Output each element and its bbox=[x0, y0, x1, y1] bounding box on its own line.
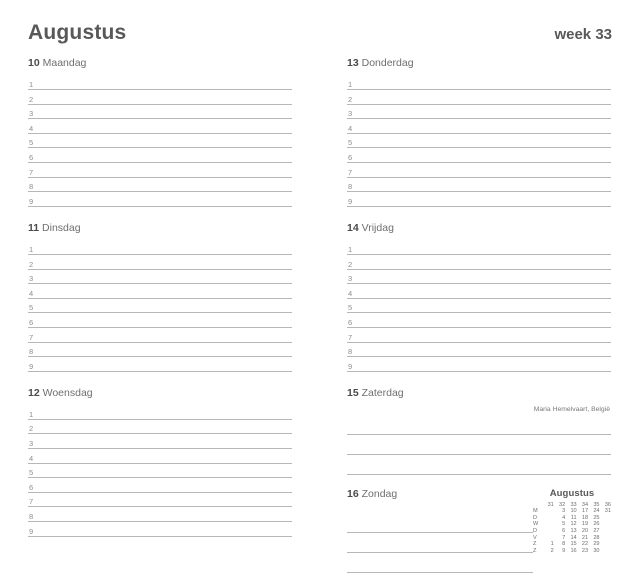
day-of-week-letter: Z bbox=[533, 541, 537, 548]
week-number: 33 bbox=[570, 501, 577, 508]
entry-line[interactable] bbox=[347, 533, 533, 553]
entry-line-number: 4 bbox=[348, 123, 353, 133]
entry-line[interactable] bbox=[28, 357, 292, 372]
entry-line-number: 2 bbox=[348, 259, 353, 269]
entry-line-number: 8 bbox=[29, 347, 34, 357]
mini-calendar-day[interactable]: 3 bbox=[562, 508, 566, 515]
mini-calendar-day[interactable]: 24 bbox=[593, 508, 600, 515]
entry-line[interactable] bbox=[28, 449, 292, 464]
mini-calendar-day[interactable] bbox=[600, 515, 611, 522]
entry-line-number: 5 bbox=[29, 303, 34, 313]
mini-calendar-row bbox=[533, 515, 611, 522]
day-block-saturday bbox=[347, 388, 611, 476]
entry-line-number: 6 bbox=[29, 153, 34, 163]
entry-line[interactable] bbox=[28, 284, 292, 299]
entry-line[interactable] bbox=[28, 522, 292, 537]
entry-lines-sunday bbox=[347, 513, 533, 573]
entry-line[interactable] bbox=[347, 178, 611, 193]
mini-calendar-title: Augustus bbox=[549, 488, 595, 500]
mini-calendar-day[interactable]: 8 bbox=[562, 541, 566, 548]
entry-line-number: 7 bbox=[348, 167, 353, 177]
entry-lines-wednesday bbox=[28, 405, 292, 536]
mini-calendar-day[interactable]: 17 bbox=[581, 508, 589, 515]
entry-line-number: 6 bbox=[29, 317, 34, 327]
mini-calendar-day[interactable]: 31 bbox=[604, 508, 611, 515]
entry-line-number: 4 bbox=[29, 288, 34, 298]
mini-calendar-day[interactable]: 25 bbox=[593, 514, 600, 521]
entry-line[interactable] bbox=[28, 507, 292, 522]
mini-calendar-day[interactable]: 9 bbox=[562, 547, 566, 554]
entry-line[interactable] bbox=[347, 435, 611, 455]
mini-calendar-day[interactable] bbox=[542, 521, 553, 528]
day-of-week-letter: V bbox=[533, 534, 537, 541]
entry-line-number: 9 bbox=[29, 196, 34, 206]
day-heading-tuesday bbox=[28, 223, 292, 241]
entry-line-number: 1 bbox=[348, 244, 353, 254]
right-column bbox=[347, 58, 611, 573]
entry-line-number: 2 bbox=[348, 94, 353, 104]
entry-line-number: 9 bbox=[348, 361, 353, 371]
mini-calendar bbox=[533, 489, 611, 554]
entry-line[interactable] bbox=[28, 299, 292, 314]
mini-calendar-day[interactable]: 12 bbox=[570, 521, 577, 528]
mini-calendar-day[interactable]: 11 bbox=[570, 514, 577, 521]
entry-lines-tuesday bbox=[28, 240, 292, 371]
entry-line-number: 8 bbox=[348, 182, 353, 192]
mini-calendar-day[interactable] bbox=[600, 541, 611, 548]
mini-calendar-day[interactable]: 27 bbox=[593, 528, 600, 535]
mini-calendar-day[interactable]: 23 bbox=[581, 547, 589, 554]
mini-calendar-day[interactable]: 7 bbox=[562, 534, 566, 541]
mini-calendar-day[interactable]: 15 bbox=[570, 541, 577, 548]
mini-calendar-day[interactable]: 22 bbox=[581, 541, 589, 548]
mini-calendar-day[interactable] bbox=[542, 515, 553, 522]
day-of-week-letter: W bbox=[533, 521, 539, 528]
day-number: 11 bbox=[28, 221, 40, 234]
entry-line[interactable] bbox=[347, 163, 611, 178]
day-number: 16 bbox=[347, 488, 359, 501]
entry-line-number: 6 bbox=[348, 153, 353, 163]
entry-line[interactable] bbox=[347, 148, 611, 163]
entry-lines-saturday bbox=[347, 415, 611, 475]
entry-line[interactable] bbox=[28, 405, 292, 420]
entry-line-number: 3 bbox=[348, 109, 353, 119]
entry-line[interactable] bbox=[347, 313, 611, 328]
entry-line[interactable] bbox=[347, 513, 533, 533]
day-name: Woensdag bbox=[42, 386, 93, 399]
entry-line[interactable] bbox=[28, 192, 292, 207]
mini-calendar-day[interactable]: 10 bbox=[570, 508, 577, 515]
entry-lines-friday bbox=[347, 240, 611, 371]
entry-line[interactable] bbox=[28, 105, 292, 120]
entry-line-number: 6 bbox=[29, 482, 34, 492]
mini-calendar-day[interactable]: 30 bbox=[593, 547, 600, 554]
mini-calendar-day[interactable] bbox=[600, 521, 611, 528]
mini-calendar-day[interactable]: 28 bbox=[593, 534, 600, 541]
entry-line-number: 9 bbox=[29, 361, 34, 371]
entry-line[interactable] bbox=[28, 240, 292, 255]
day-block-friday bbox=[347, 223, 611, 372]
mini-calendar-row bbox=[533, 541, 611, 548]
mini-calendar-day[interactable]: 20 bbox=[581, 528, 589, 535]
mini-calendar-day[interactable]: 19 bbox=[581, 521, 589, 528]
entry-line-number: 9 bbox=[348, 196, 353, 206]
entry-line[interactable] bbox=[28, 255, 292, 270]
entry-line[interactable] bbox=[347, 455, 611, 475]
entry-line-number: 5 bbox=[29, 138, 34, 148]
entry-line[interactable] bbox=[28, 420, 292, 435]
day-block-monday bbox=[28, 58, 292, 207]
day-of-week-letter: D bbox=[533, 514, 538, 521]
entry-line-number: 3 bbox=[29, 274, 34, 284]
week-number: 36 bbox=[604, 501, 611, 508]
entry-line-number: 1 bbox=[29, 80, 34, 90]
entry-line-number: 3 bbox=[348, 274, 353, 284]
entry-line[interactable] bbox=[28, 313, 292, 328]
mini-calendar-day[interactable]: 4 bbox=[562, 514, 566, 521]
entry-line-number: 7 bbox=[29, 497, 34, 507]
day-name: Dinsdag bbox=[42, 221, 81, 234]
entry-line[interactable] bbox=[347, 76, 611, 91]
entry-line-number: 8 bbox=[29, 182, 34, 192]
day-columns bbox=[0, 57, 640, 554]
week-number-label: week 33 bbox=[554, 26, 612, 43]
entry-line[interactable] bbox=[28, 134, 292, 149]
mini-calendar-day[interactable]: 21 bbox=[581, 534, 589, 541]
entry-line-number: 1 bbox=[29, 244, 34, 254]
entry-line[interactable] bbox=[28, 270, 292, 285]
entry-line-number: 7 bbox=[348, 332, 353, 342]
day-number: 14 bbox=[347, 221, 359, 234]
entry-line[interactable] bbox=[347, 343, 611, 358]
mini-calendar-day[interactable] bbox=[600, 535, 611, 542]
mini-calendar-day[interactable]: 26 bbox=[593, 521, 600, 528]
entry-line[interactable] bbox=[347, 284, 611, 299]
day-name: Zaterdag bbox=[361, 386, 404, 399]
entry-line-number: 8 bbox=[348, 347, 353, 357]
mini-calendar-grid bbox=[533, 502, 611, 555]
entry-line-number: 3 bbox=[29, 438, 34, 448]
mini-calendar-day[interactable] bbox=[600, 548, 611, 555]
holiday-note: Maria Hemelvaart, België bbox=[533, 406, 610, 414]
entry-line[interactable] bbox=[347, 328, 611, 343]
day-heading-monday bbox=[28, 58, 292, 76]
day-heading-saturday bbox=[347, 388, 611, 406]
entry-line[interactable] bbox=[28, 478, 292, 493]
entry-line[interactable] bbox=[28, 119, 292, 134]
entry-line[interactable] bbox=[28, 464, 292, 479]
mini-calendar-day[interactable]: 2 bbox=[550, 547, 554, 554]
day-heading-wednesday bbox=[28, 388, 292, 406]
day-number: 13 bbox=[347, 57, 359, 69]
entry-line-number: 8 bbox=[29, 511, 34, 521]
entry-line-number: 4 bbox=[29, 123, 34, 133]
entry-line[interactable] bbox=[347, 192, 611, 207]
day-number: 12 bbox=[28, 386, 40, 399]
entry-line[interactable] bbox=[347, 299, 611, 314]
entry-line-number: 9 bbox=[29, 526, 34, 536]
entry-line[interactable] bbox=[28, 163, 292, 178]
mini-calendar-row bbox=[533, 548, 611, 555]
week-number: 32 bbox=[559, 501, 566, 508]
mini-calendar-day[interactable]: 16 bbox=[570, 547, 577, 554]
entry-line-number: 4 bbox=[348, 288, 353, 298]
mini-calendar-row bbox=[533, 535, 611, 542]
page-title: Augustus bbox=[28, 21, 127, 44]
entry-line-number: 1 bbox=[348, 80, 353, 90]
entry-line[interactable] bbox=[28, 434, 292, 449]
mini-calendar-day[interactable]: 13 bbox=[570, 528, 577, 535]
day-number: 15 bbox=[347, 386, 359, 399]
day-name: Donderdag bbox=[361, 57, 414, 69]
day-block-thursday bbox=[347, 58, 611, 207]
day-block-wednesday bbox=[28, 388, 292, 537]
mini-calendar-row bbox=[533, 508, 611, 515]
entry-line[interactable] bbox=[347, 255, 611, 270]
day-block-tuesday bbox=[28, 223, 292, 372]
day-name: Zondag bbox=[361, 488, 398, 501]
entry-line[interactable] bbox=[347, 119, 611, 134]
entry-line[interactable] bbox=[347, 90, 611, 105]
entry-line-number: 4 bbox=[29, 453, 34, 463]
entry-line[interactable] bbox=[28, 76, 292, 91]
left-column bbox=[28, 58, 292, 537]
day-of-week-letter: Z bbox=[533, 547, 537, 554]
mini-calendar-day[interactable]: 1 bbox=[550, 541, 554, 548]
day-of-week-letter: M bbox=[533, 508, 538, 515]
entry-line[interactable] bbox=[347, 105, 611, 120]
day-block-sunday bbox=[347, 489, 611, 573]
mini-calendar-corner bbox=[533, 502, 542, 509]
mini-calendar-day[interactable]: 18 bbox=[581, 514, 589, 521]
entry-line-number: 5 bbox=[348, 138, 353, 148]
mini-calendar-day[interactable]: 29 bbox=[593, 541, 600, 548]
week-number: 35 bbox=[593, 501, 600, 508]
mini-calendar-day[interactable] bbox=[542, 535, 553, 542]
mini-calendar-day[interactable]: 5 bbox=[562, 521, 566, 528]
mini-calendar-week-numbers-row bbox=[533, 502, 611, 509]
day-number: 10 bbox=[28, 57, 40, 69]
entry-line-number: 7 bbox=[29, 167, 34, 177]
mini-calendar-row bbox=[533, 521, 611, 528]
day-heading-friday bbox=[347, 223, 611, 241]
day-heading-thursday bbox=[347, 58, 611, 76]
day-name: Maandag bbox=[42, 57, 87, 69]
entry-line[interactable] bbox=[347, 357, 611, 372]
entry-lines-thursday bbox=[347, 76, 611, 207]
mini-calendar-day[interactable]: 6 bbox=[562, 528, 566, 535]
day-name: Vrijdag bbox=[361, 221, 394, 234]
entry-line[interactable] bbox=[347, 134, 611, 149]
entry-line[interactable] bbox=[28, 328, 292, 343]
entry-line[interactable] bbox=[28, 148, 292, 163]
entry-line-number: 3 bbox=[29, 109, 34, 119]
entry-line[interactable] bbox=[28, 493, 292, 508]
entry-line-number: 7 bbox=[29, 332, 34, 342]
entry-line-number: 6 bbox=[348, 317, 353, 327]
mini-calendar-day[interactable] bbox=[542, 508, 553, 515]
day-of-week-letter: D bbox=[533, 528, 538, 535]
entry-line[interactable] bbox=[347, 270, 611, 285]
entry-line-number: 5 bbox=[348, 303, 353, 313]
entry-line-number: 2 bbox=[29, 424, 34, 434]
page-header bbox=[28, 22, 612, 52]
entry-line-number: 1 bbox=[29, 409, 34, 419]
week-number: 31 bbox=[547, 501, 554, 508]
entry-line-number: 2 bbox=[29, 94, 34, 104]
entry-lines-monday bbox=[28, 76, 292, 207]
entry-line[interactable] bbox=[28, 90, 292, 105]
week-number: 34 bbox=[581, 501, 589, 508]
mini-calendar-day[interactable]: 14 bbox=[570, 534, 577, 541]
entry-line[interactable] bbox=[28, 343, 292, 358]
entry-line-number: 2 bbox=[29, 259, 34, 269]
entry-line[interactable] bbox=[347, 240, 611, 255]
entry-line[interactable] bbox=[28, 178, 292, 193]
entry-line-number: 5 bbox=[29, 468, 34, 478]
entry-line[interactable] bbox=[347, 553, 533, 573]
entry-line[interactable] bbox=[347, 415, 611, 435]
